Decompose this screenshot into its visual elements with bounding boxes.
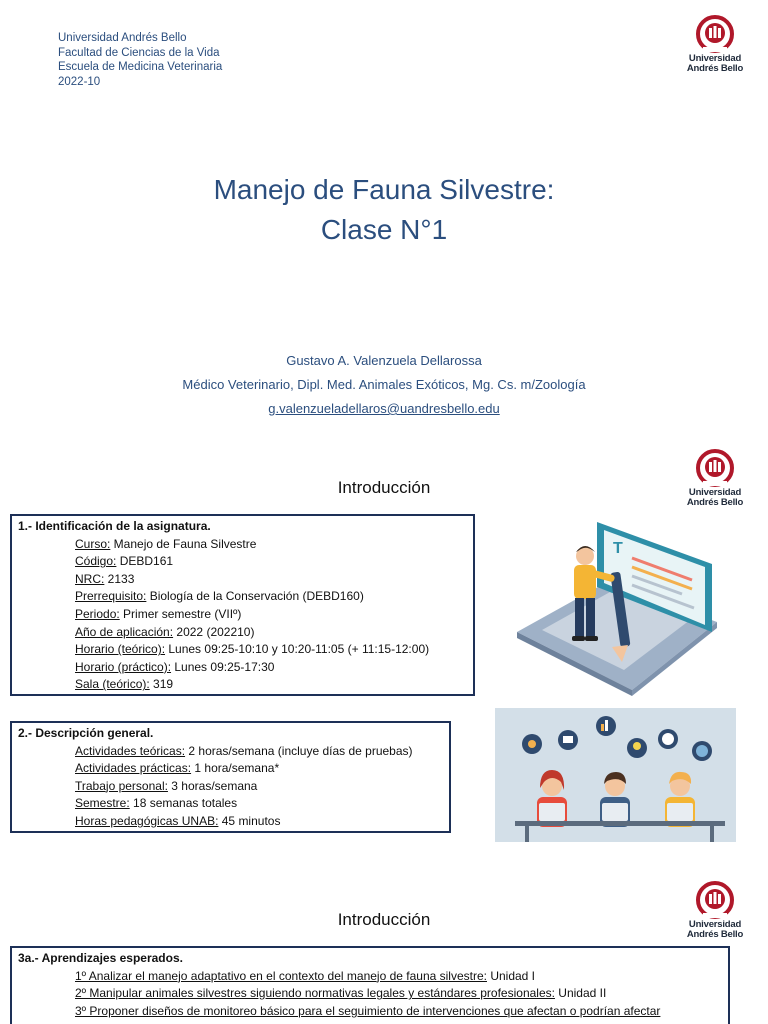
header-school: Escuela de Medicina Veterinaria [58,61,223,73]
info-row-prerequisite: Prerrequisito: Biología de la Conservación (DEBD160) [75,589,364,604]
logo-line2: Andrés Bello [686,63,744,74]
info-row-year: Año de aplicación: 2022 (202210) [75,624,255,639]
info-row-period: Periodo: Primer semestre (VIIº) [75,606,242,621]
laptop-teacher-illustration [512,512,722,697]
unab-seal-icon [695,880,735,920]
learning-outcomes-box [10,946,730,1024]
outcome-row-2: 2º Manipular animales silvestres siguiendo normativas legales y estándares profesionales: Unidad II [75,986,607,1001]
header-faculty: Facultad de Ciencias de la Vida [58,46,220,59]
logo-line2: Andrés Bello [686,497,744,508]
box-title: 2.- Descripción general. [18,726,154,740]
students-laptops-illustration [495,708,736,842]
info-row-practice-activities: Actividades prácticas: 1 hora/semana* [75,761,280,776]
header-period: 2022-10 [58,75,101,88]
institution-header [58,31,222,89]
introduction-slide-1 [0,440,768,872]
info-row-semester: Semestre: 18 semanas totales [75,796,238,811]
header-university: Universidad Andrés Bello [58,32,187,44]
outcome-row-3: 3º Proponer diseños de monitoreo básico para el seguimiento de intervenciones que afectan o podrían afectar [75,1003,661,1018]
info-row-schedule-practice: Horario (práctico): Lunes 09:25-17:30 [75,659,275,674]
author-email-link[interactable]: g.valenzueladellaros@uandresbello.edu [268,401,500,416]
laptop-screen-letter: T [613,540,623,557]
unab-seal-icon [695,448,735,488]
slide-heading: Introducción [337,478,431,497]
logo-line1: Universidad [688,487,742,498]
slide-heading: Introducción [337,910,431,929]
info-row-course: Curso: Manejo de Fauna Silvestre [75,536,257,551]
unab-seal-icon [695,14,735,54]
info-row-schedule-theory: Horario (teórico): Lunes 09:25-10:10 y 10:20-11:05 (+ 11:15-12:00) [75,642,430,657]
title-slide [0,0,768,440]
info-row-pedagogic-hours: Horas pedagógicas UNAB: 45 minutos [75,813,281,828]
info-row-nrc: NRC: 2133 [75,571,135,586]
logo-line1: Universidad [688,919,742,930]
box-title: 1.- Identificación de la asignatura. [18,519,211,533]
university-logo [675,448,755,508]
info-row-room: Sala (teórico): 319 [75,677,174,692]
logo-line1: Universidad [688,53,742,64]
title-line1: Manejo de Fauna Silvestre: [213,174,555,205]
outcome-row-1: 1º Analizar el manejo adaptativo en el contexto del manejo de fauna silvestre: Unidad I [75,968,536,983]
title-line2: Clase N°1 [320,214,448,245]
author-credentials: Médico Veterinario, Dipl. Med. Animales Exóticos, Mg. Cs. m/Zoología [182,377,586,392]
info-row-code: Código: DEBD161 [75,554,174,569]
general-description-box [10,721,451,833]
university-logo [675,880,755,940]
university-logo [675,14,755,74]
introduction-slide-2 [0,872,768,1024]
author-name: Gustavo A. Valenzuela Dellarossa [286,353,482,368]
logo-line2: Andrés Bello [686,929,744,940]
info-row-theory-activities: Actividades teóricas: 2 horas/semana (incluye días de pruebas) [75,743,413,758]
author-block [0,349,768,421]
course-identification-box [10,514,475,696]
box-title: 3a.- Aprendizajes esperados. [18,951,183,965]
info-row-personal-work: Trabajo personal: 3 horas/semana [75,778,258,793]
page-title [0,170,768,250]
